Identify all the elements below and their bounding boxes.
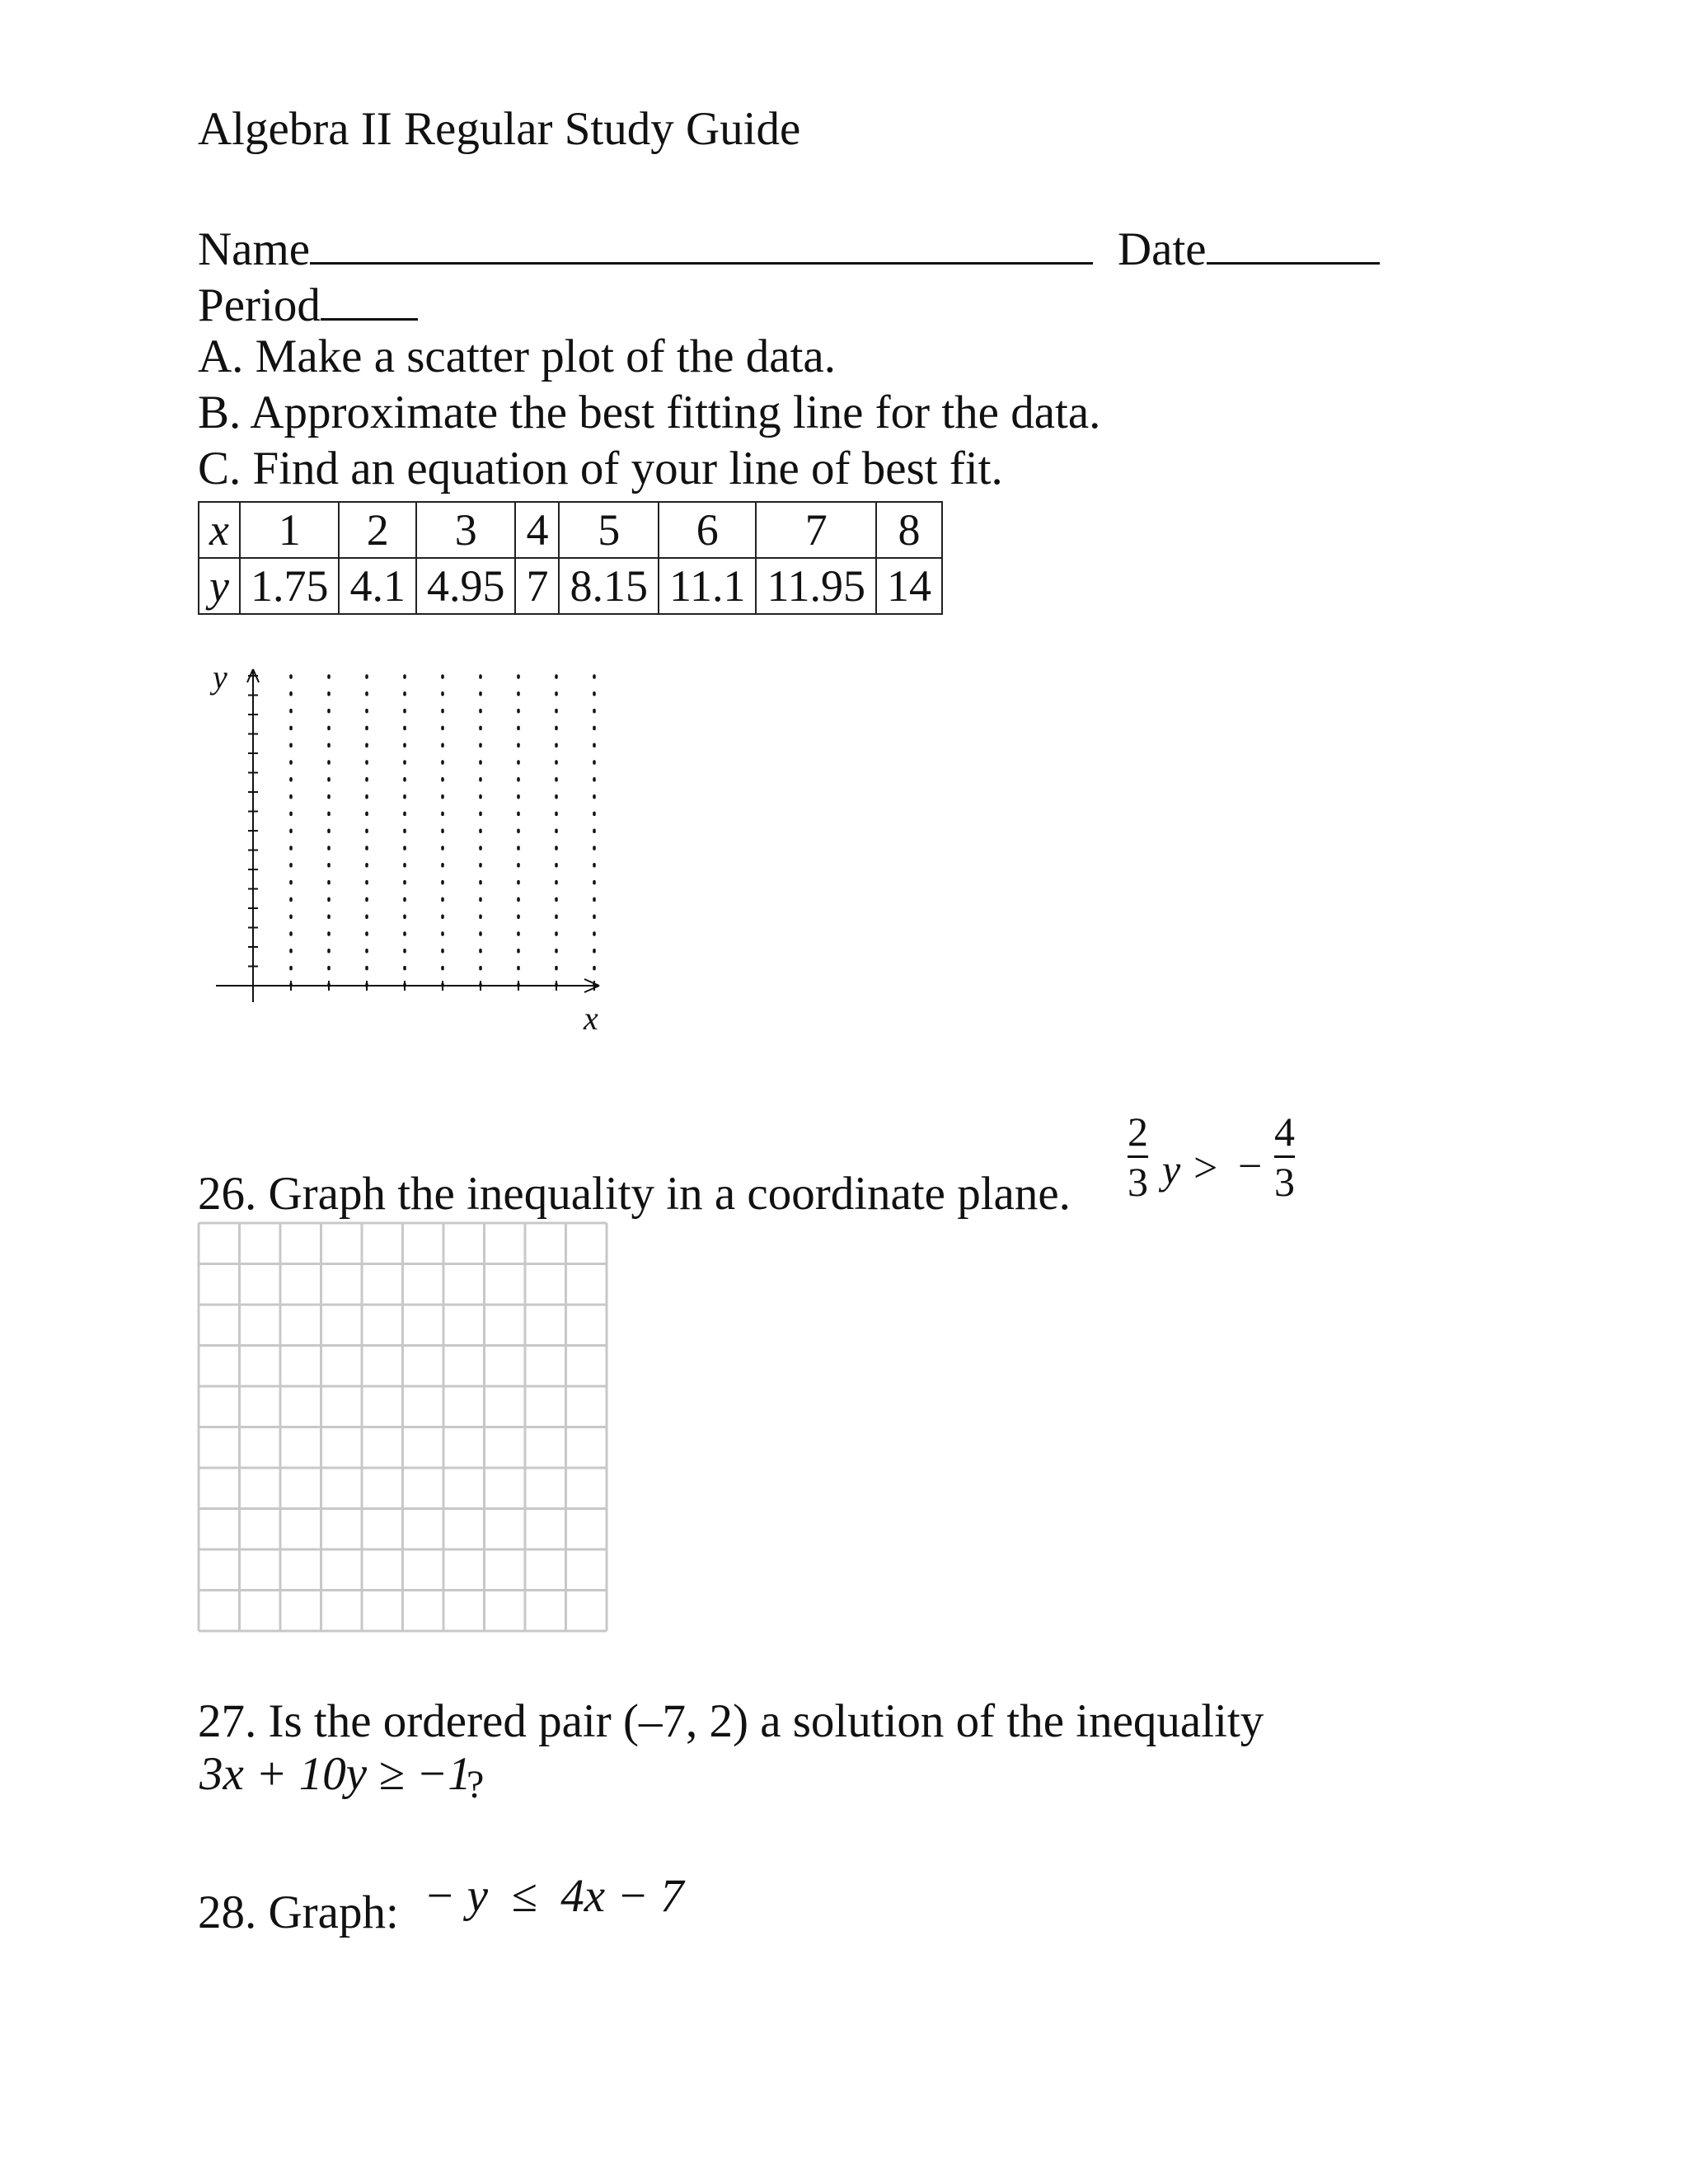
x-cell: 8	[876, 502, 942, 558]
instruction-b: B. Approximate the best fitting line for the data.	[198, 387, 1101, 438]
y-cell: 4.95	[416, 558, 516, 614]
q26-lhs-numerator: 2	[1128, 1108, 1148, 1155]
q27-question-mark: ?	[467, 1763, 485, 1807]
q27-prompt: 27. Is the ordered pair (–7, 2) a solution of the inequality	[198, 1695, 1264, 1747]
q28-prompt: 28. Graph:	[198, 1886, 399, 1938]
q26-variable: y	[1162, 1146, 1181, 1193]
instruction-a: A. Make a scatter plot of the data.	[198, 330, 836, 382]
q26-lhs-denominator: 3	[1128, 1159, 1148, 1205]
q26-sign: −	[1238, 1143, 1263, 1190]
y-cell: 8.15	[559, 558, 659, 614]
q26-rhs-denominator: 3	[1274, 1159, 1295, 1205]
x-header: x	[199, 502, 240, 558]
period-label: Period	[198, 279, 321, 331]
x-cell: 2	[339, 502, 416, 558]
x-cell: 7	[756, 502, 876, 558]
x-cell: 1	[240, 502, 340, 558]
y-cell: 11.95	[756, 558, 876, 614]
x-cell: 4	[515, 502, 559, 558]
q26-prompt: 26. Graph the inequality in a coordinate plane.	[198, 1168, 1071, 1220]
y-cell: 7	[515, 558, 559, 614]
y-header: y	[199, 558, 240, 614]
q26-rhs-numerator: 4	[1274, 1108, 1295, 1155]
q26-relation: >	[1193, 1145, 1218, 1192]
y-cell: 11.1	[659, 558, 757, 614]
page-title: Algebra II Regular Study Guide	[198, 103, 801, 155]
y-cell: 4.1	[339, 558, 416, 614]
name-label: Name	[198, 223, 311, 275]
scatter-x-axis-label: x	[584, 1000, 598, 1037]
instruction-c: C. Find an equation of your line of best fit.	[198, 443, 1003, 494]
x-cell: 6	[659, 502, 757, 558]
y-cell: 14	[876, 558, 942, 614]
q28-inequality: − y ≤ 4x − 7	[424, 1870, 684, 1922]
y-cell: 1.75	[240, 558, 340, 614]
scatter-y-axis-label: y	[213, 658, 227, 696]
x-cell: 5	[559, 502, 659, 558]
date-label: Date	[1118, 223, 1207, 275]
x-cell: 3	[416, 502, 516, 558]
q27-inequality: 3x + 10y ≥ −1	[199, 1748, 471, 1800]
